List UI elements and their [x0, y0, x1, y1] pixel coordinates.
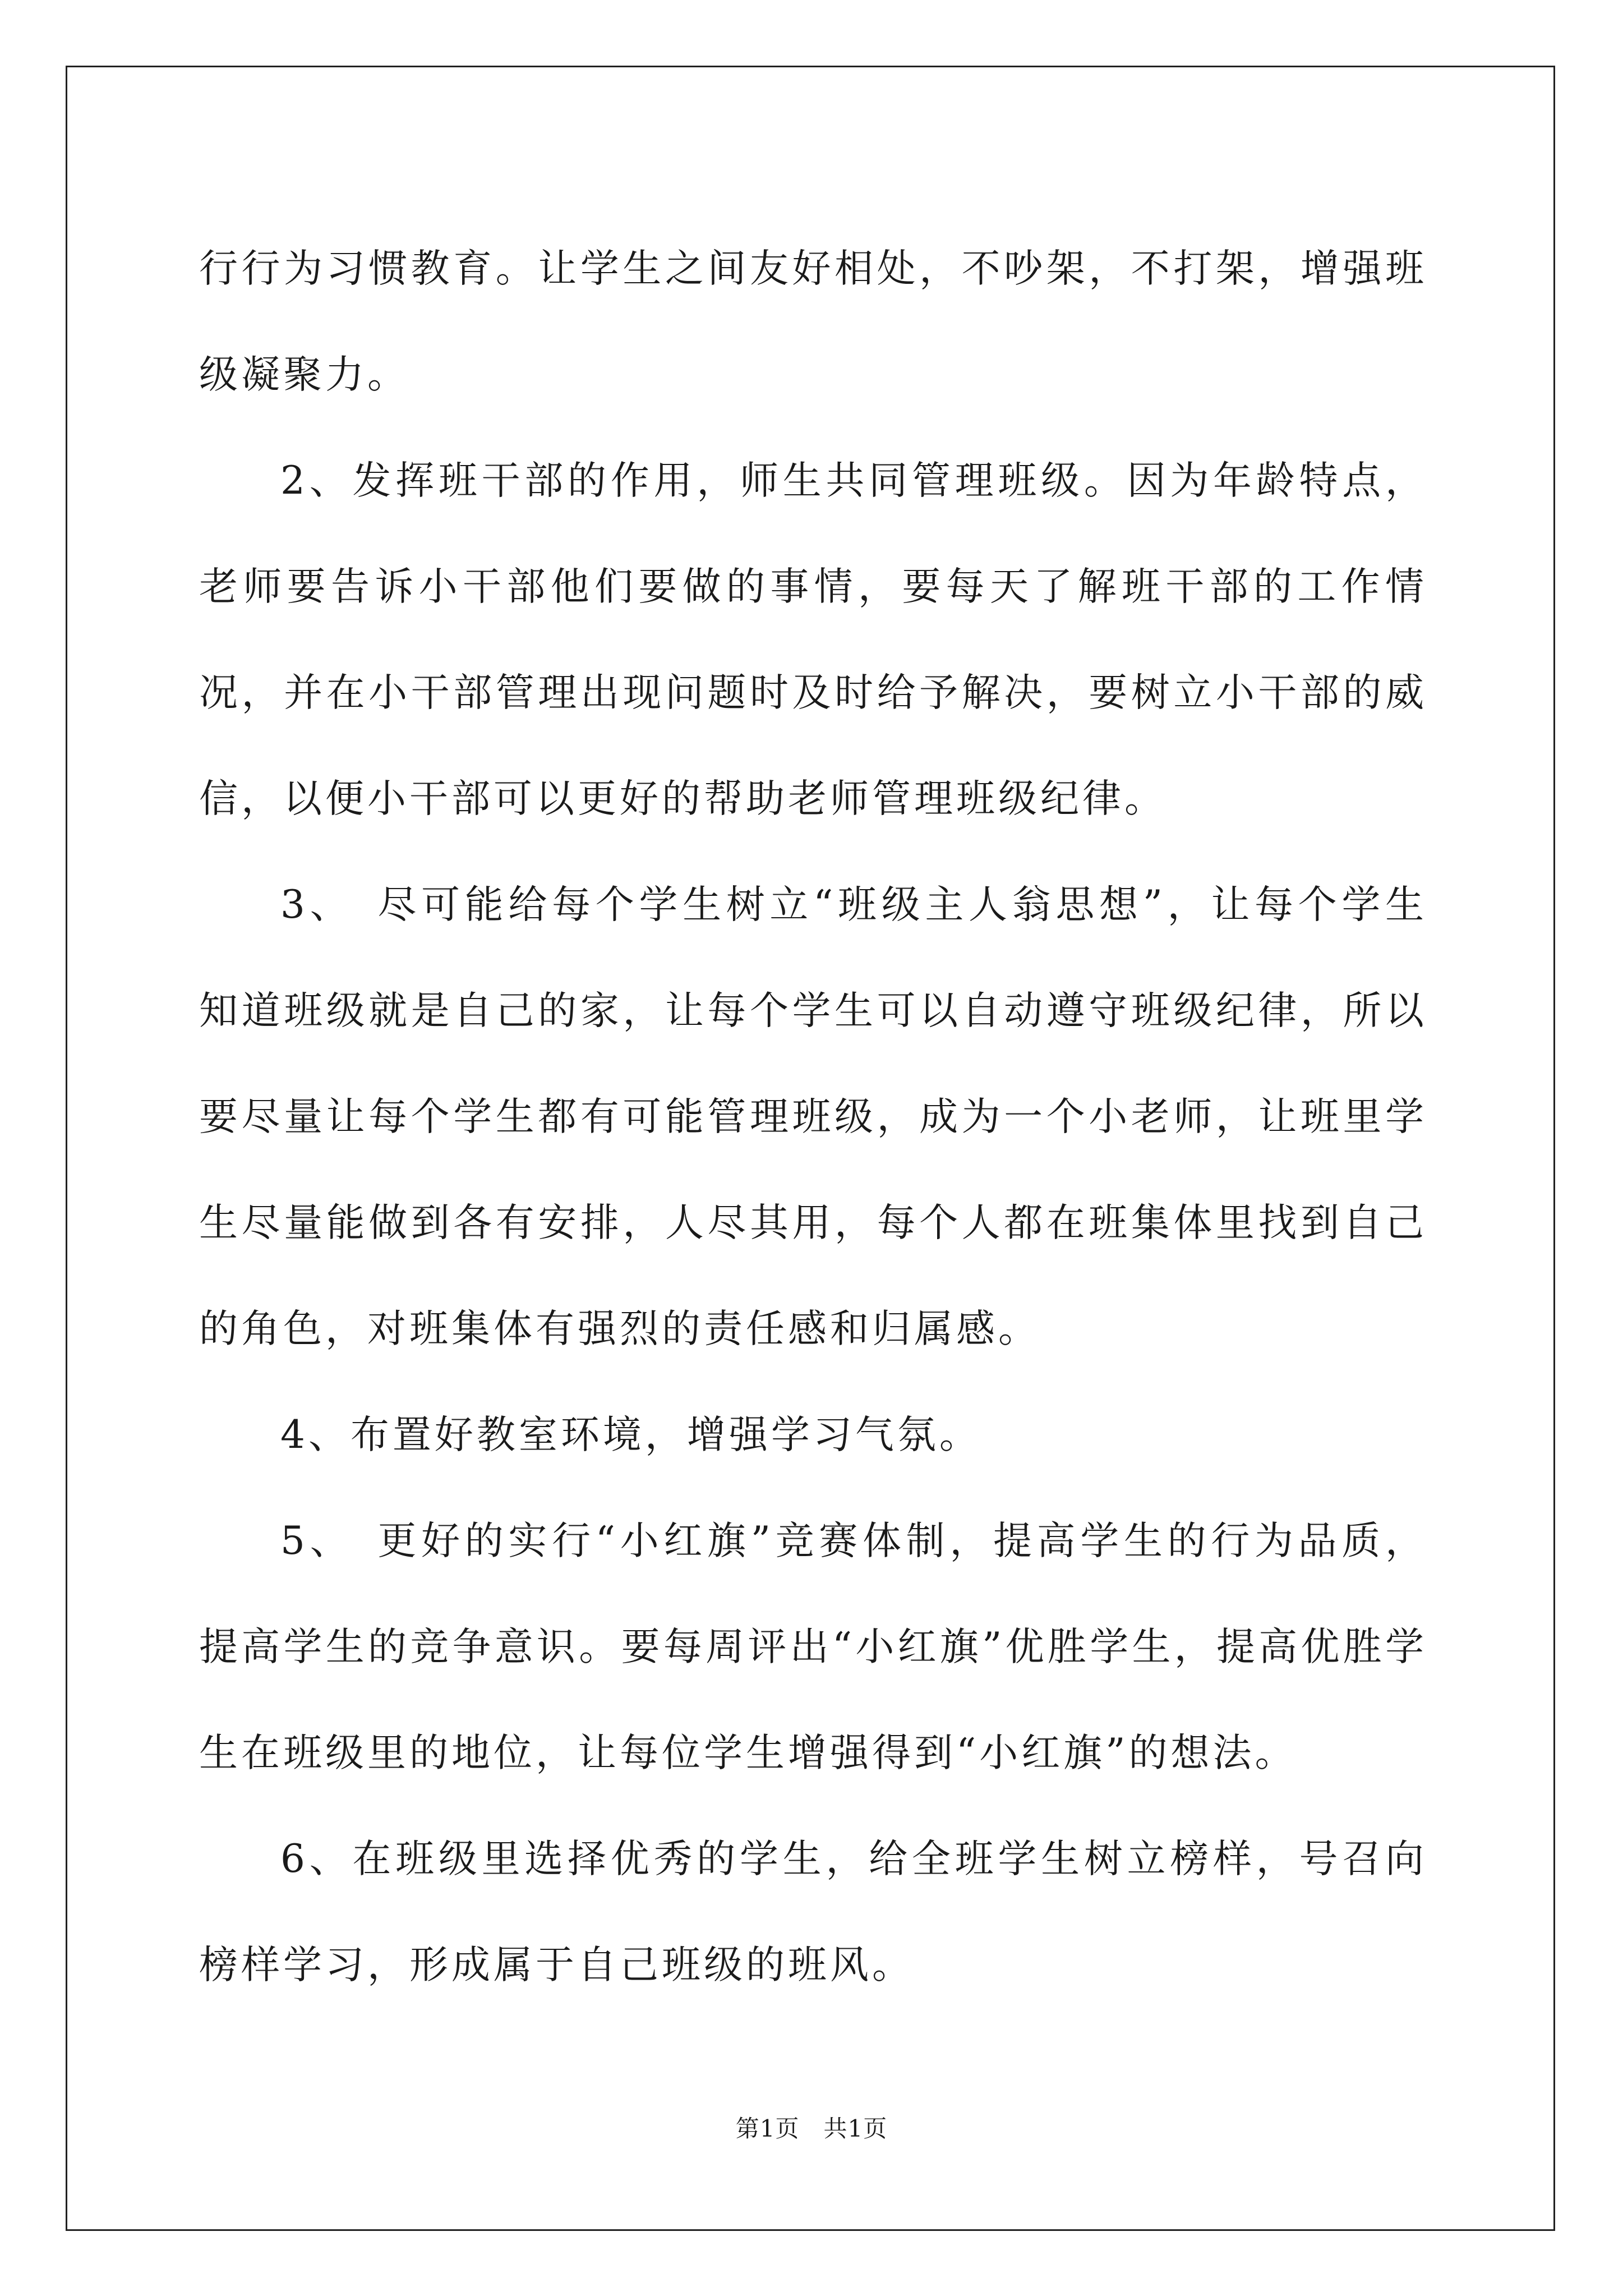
document-body	[199, 216, 1427, 2018]
paragraph-item-5: 5、 更好的实行“小红旗”竞赛体制，提高学生的行为品质，提高学生的竞争意识。要每周评出“小红旗”优胜学生，提高优胜学生在班级里的地位，让每位学生增强得到“小红旗”的想法。	[199, 1519, 1427, 1775]
paragraph-item-4: 4、布置好教室环境，增强学习气氛。	[280, 1412, 981, 1457]
paragraph-item-3: 3、 尽可能给每个学生树立“班级主人翁思想”，让每个学生知道班级就是自己的家，让每个学生可以自动遵守班级纪律，所以要尽量让每个学生都有可能管理班级，成为一个小老师，让班里学生尽量能做到各有安排，人尽其用，每个人都在班集体里找到自己的角色，对班集体有强烈的责任感和归属感。	[199, 882, 1427, 1351]
paragraph-continuation: 行行为习惯教育。让学生之间友好相处，不吵架，不打架，增强班级凝聚力。	[199, 246, 1427, 397]
paragraph-item-2: 2、发挥班干部的作用，师生共同管理班级。因为年龄特点，老师要告诉小干部他们要做的事情，要每天了解班干部的工作情况，并在小干部管理出现问题时及时给予解决，要树立小干部的威信，以便小干部可以更好的帮助老师管理班级纪律。	[199, 458, 1427, 821]
paragraph-item-6: 6、在班级里选择优秀的学生，给全班学生树立榜样，号召向榜样学习，形成属于自己班级的班风。	[199, 1837, 1427, 1987]
page-number-footer: 第1页 共1页	[735, 2115, 888, 2142]
